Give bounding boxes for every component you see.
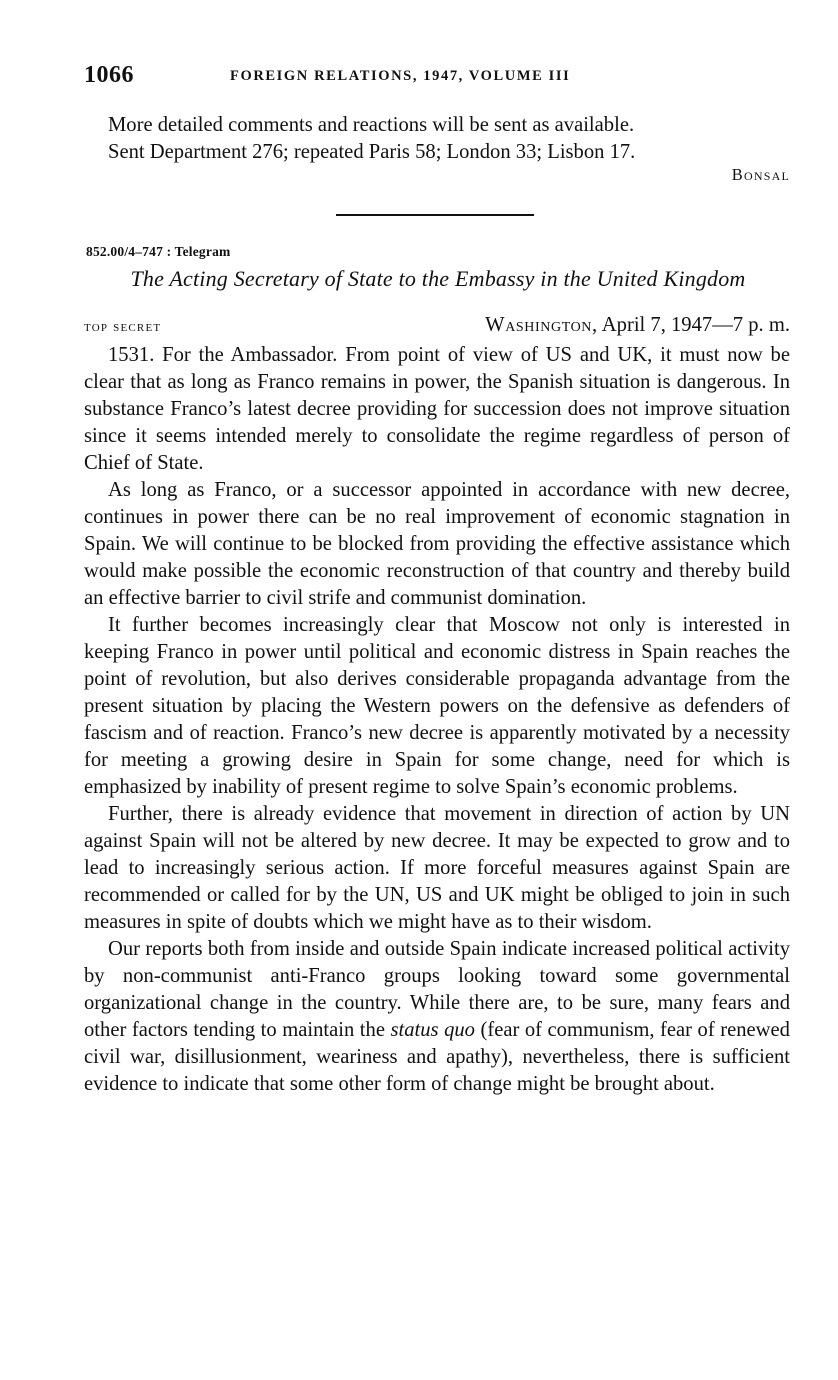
status-quo-italic: status quo	[390, 1019, 475, 1041]
classification-label: top secret	[84, 319, 162, 335]
body-paragraph: As long as Franco, or a successor appointed in accordance with new decree, continues in power there can be no real improvement of economic stagnation in Spain. We will continue to be blocked from providing the effective assistance which would make possible the economic reconstruction of that country and thereby build an effective barrier to civil strife and communist domination.	[84, 479, 790, 609]
previous-paragraph: Sent Department 276; repeated Paris 58; London 33; Lisbon 17.	[108, 141, 636, 163]
page-number: 1066	[84, 62, 134, 88]
dateline-date: April 7, 1947—7 p. m.	[601, 314, 790, 336]
last-paragraph-text-end: (fear of communism, fear of renewed civil war, disillusionment, weariness and apathy), nevertheless, there is sufficient evidence to indicate that some other form of change might be brought about.	[84, 1019, 790, 1095]
last-paragraph-text-start: Our reports both from inside and outside Spain indicate increased political activity by non-communist anti-Franco groups looking toward some governmental organizational change in the country. While there are, to be sure, many fears and other factors tending to maintain the	[84, 938, 790, 1041]
previous-paragraph: More detailed comments and reactions will be sent as available.	[108, 114, 635, 136]
classification-line	[84, 314, 790, 342]
dateline-place: Washington,	[485, 314, 598, 336]
document-body	[84, 342, 790, 1098]
page-header	[84, 62, 790, 92]
document-title: The Acting Secretary of State to the Embassy in the United Kingdom	[130, 266, 746, 291]
dateline	[485, 314, 790, 337]
running-head: FOREIGN RELATIONS, 1947, VOLUME III	[230, 68, 571, 84]
body-paragraph: It further becomes increasingly clear that Moscow not only is interested in keeping Franco in power until political and economic distress in Spain reaches the point of revolution, but also derives considerable propaganda advantage from the present situation by placing the Western powers on the defensive as defenders of fascism and of reaction. Franco’s new decree is apparently motivated by a necessity for meeting a growing desire in Spain for some change, need for which is emphasized by inability of present regime to solve Spain’s economic problems.	[84, 614, 790, 798]
body-paragraph: Further, there is already evidence that movement in direction of action by UN against Spain will not be altered by new decree. It may be expected to grow and to lead to increasingly serious action. If more forceful measures against Spain are recommended or called for by the UN, US and UK might be obliged to join in such measures in spite of doubts which we might have as to their wisdom.	[84, 803, 790, 933]
body-paragraph-last	[84, 936, 790, 1098]
file-reference: 852.00/4–747 : Telegram	[86, 244, 231, 259]
section-divider	[336, 214, 534, 216]
body-paragraph: 1531. For the Ambassador. From point of view of US and UK, it must now be clear that as long as Franco remains in power, the Spanish situation is dangerous. In substance Franco’s latest decree providing for succession does not improve situation since it seems intended merely to consolidate the regime regardless of person of Chief of State.	[84, 344, 790, 474]
signature: Bonsal	[731, 165, 790, 184]
previous-document-text	[84, 112, 790, 166]
